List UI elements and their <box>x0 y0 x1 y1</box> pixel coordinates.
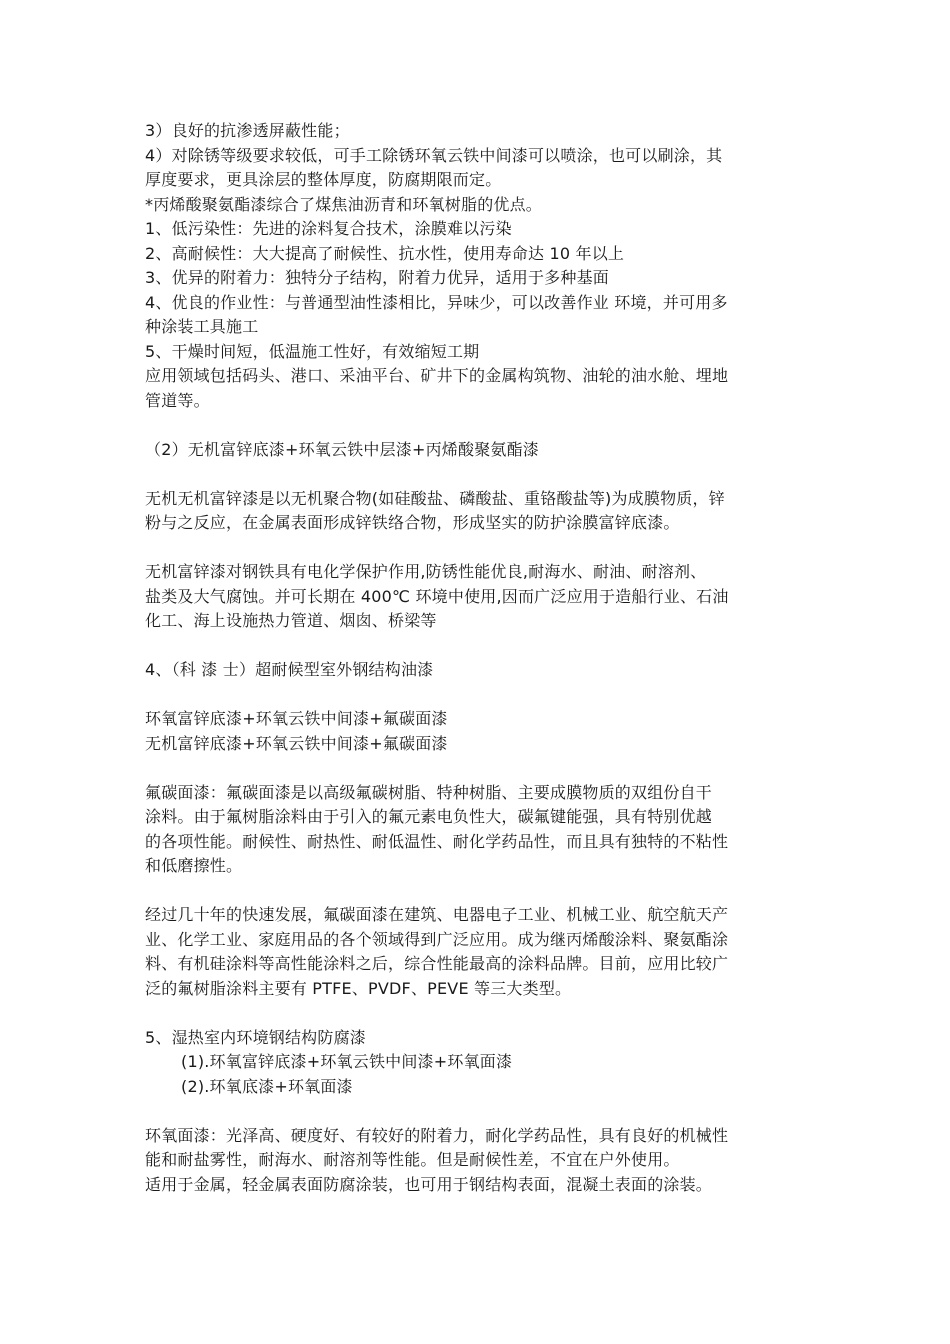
text-line: 3）良好的抗渗透屏蔽性能； <box>145 121 350 140</box>
blank-line <box>145 756 815 781</box>
text-line: 环氧富锌底漆+环氧云铁中间漆+氟碳面漆 <box>145 709 448 728</box>
text-line: 厚度要求，更具涂层的整体厚度，防腐期限而定。 <box>145 170 502 189</box>
text-line: 4、优良的作业性：与普通型油性漆相比，异味少，可以改善作业 环境，并可用多 <box>145 292 728 312</box>
blank-line <box>145 1099 815 1124</box>
text-line: 业、化学工业、家庭用品的各个领域得到广泛应用。成为继丙烯酸涂料、聚氨酯涂 <box>145 929 729 949</box>
text-line: 经过几十年的快速发展，氟碳面漆在建筑、电器电子工业、机械工业、航空航天产 <box>145 905 729 924</box>
text-line: 料、有机硅涂料等高性能涂料之后，综合性能最高的涂料品牌。目前，应用比较广 <box>145 954 729 973</box>
text-line: 涂料。由于氟树脂涂料由于引入的氟元素电负性大，碳氟键能强，具有特别优越 <box>145 807 713 826</box>
section-heading: 5、湿热室内环境钢结构防腐漆 <box>145 1027 366 1047</box>
list-item: (2).环氧底漆+环氧面漆 <box>181 1076 353 1096</box>
text-line: 应用领域包括码头、港口、采油平台、矿井下的金属构筑物、油轮的油水舱、埋地 <box>145 366 729 385</box>
document-body <box>145 119 815 1197</box>
text-line: 种涂装工具施工 <box>145 317 259 336</box>
section-heading: （2）无机富锌底漆+环氧云铁中层漆+丙烯酸聚氨酯漆 <box>145 439 539 459</box>
text-line: 粉与之反应，在金属表面形成锌铁络合物，形成坚实的防护涂膜富锌底漆。 <box>145 513 680 532</box>
blank-line <box>145 536 815 561</box>
blank-line <box>145 634 815 659</box>
text-line: 泛的氟树脂涂料主要有 PTFE、PVDF、PEVE 等三大类型。 <box>145 978 572 998</box>
text-line: 和低磨擦性。 <box>145 856 243 875</box>
blank-line <box>145 1001 815 1026</box>
section-heading: 4、（科 漆 士）超耐候型室外钢结构油漆 <box>145 660 434 679</box>
text-line: 无机富锌漆对钢铁具有电化学保护作用,防锈性能优良,耐海水、耐油、耐溶剂、 <box>145 562 707 581</box>
text-line: *丙烯酸聚氨酯漆综合了煤焦油沥青和环氧树脂的优点。 <box>145 194 543 214</box>
text-line: 化工、海上设施热力管道、烟囱、桥梁等 <box>145 611 437 630</box>
blank-line <box>145 879 815 904</box>
text-line: 3、优异的附着力：独特分子结构，附着力优异，适用于多种基面 <box>145 268 609 287</box>
text-line: 5、干燥时间短，低温施工性好，有效缩短工期 <box>145 341 480 361</box>
text-line: 的各项性能。耐候性、耐热性、耐低温性、耐化学药品性，而且具有独特的不粘性 <box>145 831 729 851</box>
text-line: 1、低污染性：先进的涂料复合技术，涂膜难以污染 <box>145 219 512 238</box>
list-item: (1).环氧富锌底漆+环氧云铁中间漆+环氧面漆 <box>181 1052 513 1071</box>
text-line: 能和耐盐雾性，耐海水、耐溶剂等性能。但是耐候性差，不宜在户外使用。 <box>145 1150 680 1169</box>
blank-line <box>145 462 815 487</box>
text-line: 适用于金属，轻金属表面防腐涂装，也可用于钢结构表面，混凝土表面的涂装。 <box>145 1174 713 1194</box>
blank-line <box>145 413 815 438</box>
text-line: 氟碳面漆：氟碳面漆是以高级氟碳树脂、特种树脂、主要成膜物质的双组份自干 <box>145 782 713 802</box>
text-line: 盐类及大气腐蚀。并可长期在 400℃ 环境中使用,因而广泛应用于造船行业、石油 <box>145 586 729 606</box>
blank-line <box>145 683 815 708</box>
text-line: 无机无机富锌漆是以无机聚合物(如硅酸盐、磷酸盐、重铬酸盐等)为成膜物质，锌 <box>145 488 725 508</box>
text-line: 环氧面漆：光泽高、硬度好、有较好的附着力，耐化学药品性，具有良好的机械性 <box>145 1125 729 1145</box>
text-line: 管道等。 <box>145 390 210 410</box>
text-line: 2、高耐候性：大大提高了耐候性、抗水性，使用寿命达 10 年以上 <box>145 243 625 263</box>
text-line: 无机富锌底漆+环氧云铁中间漆+氟碳面漆 <box>145 733 448 753</box>
text-line: 4）对除锈等级要求较低，可手工除锈环氧云铁中间漆可以喷涂，也可以刷涂，其 <box>145 145 723 165</box>
